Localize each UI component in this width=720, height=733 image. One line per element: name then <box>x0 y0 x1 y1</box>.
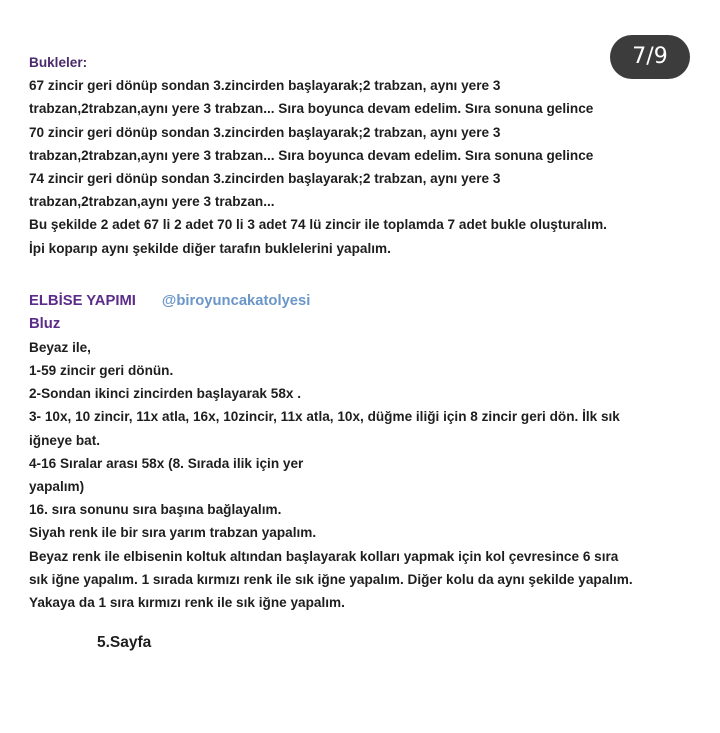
elbise-line: 2-Sondan ikinci zincirden başlayarak 58x . <box>29 386 301 402</box>
bukleler-line: trabzan,2trabzan,aynı yere 3 trabzan... Sıra boyunca devam edelim. Sıra sonuna gelince <box>29 147 594 163</box>
page-indicator-badge: 7/9 <box>610 35 690 79</box>
elbise-heading: ELBİSE YAPIMI <box>29 292 136 309</box>
instagram-handle: @biroyuncakatolyesi <box>161 292 311 309</box>
elbise-line: 4-16 Sıralar arası 58x (8. Sırada ilik için yer <box>29 455 304 471</box>
bukleler-line: Bu şekilde 2 adet 67 li 2 adet 70 li 3 adet 74 lü zincir ile toplamda 7 adet bukle oluşturalım. <box>29 217 607 233</box>
bluz-subheading: Bluz <box>29 315 61 332</box>
elbise-line: 16. sıra sonunu sıra başına bağlayalım. <box>29 502 282 518</box>
bukleler-line: trabzan,2trabzan,aynı yere 3 trabzan... Sıra boyunca devam edelim. Sıra sonuna gelince <box>29 101 594 117</box>
section-heading-row <box>29 290 709 312</box>
elbise-line: Siyah renk ile bir sıra yarım trabzan yapalım. <box>29 525 317 541</box>
bukleler-line: İpi koparıp aynı şekilde diğer tarafın buklelerini yapalım. <box>29 240 391 256</box>
elbise-line: 3- 10x, 10 zincir, 11x atla, 16x, 10zincir, 11x atla, 10x, düğme iliği için 8 zincir geri dön. İlk sık <box>29 409 620 425</box>
elbise-line: Beyaz ile, <box>29 339 91 355</box>
bukleler-line: 70 zincir geri dönüp sondan 3.zincirden başlayarak;2 trabzan, aynı yere 3 <box>29 124 501 140</box>
document-content <box>29 51 709 614</box>
bukleler-line: 67 zincir geri dönüp sondan 3.zincirden başlayarak;2 trabzan, aynı yere 3 <box>29 78 501 94</box>
bukleler-line: 74 zincir geri dönüp sondan 3.zincirden başlayarak;2 trabzan, aynı yere 3 <box>29 171 501 187</box>
elbise-line: Yakaya da 1 sıra kırmızı renk ile sık iğne yapalım. <box>29 595 345 611</box>
elbise-line: 1-59 zincir geri dönün. <box>29 363 174 379</box>
page-number-label: 5.Sayfa <box>97 634 152 651</box>
elbise-line: sık iğne yapalım. 1 sırada kırmızı renk ile sık iğne yapalım. Diğer kolu da aynı şekilde yapalım. <box>29 571 633 587</box>
elbise-line: iğneye bat. <box>29 432 101 448</box>
elbise-line: yapalım) <box>29 479 85 495</box>
elbise-line: Beyaz renk ile elbisenin koltuk altından başlayarak kolları yapmak için kol çevresince 6 sıra <box>29 548 619 564</box>
bukleler-title: Bukleler: <box>29 55 88 70</box>
bukleler-line: trabzan,2trabzan,aynı yere 3 trabzan... <box>29 194 275 210</box>
